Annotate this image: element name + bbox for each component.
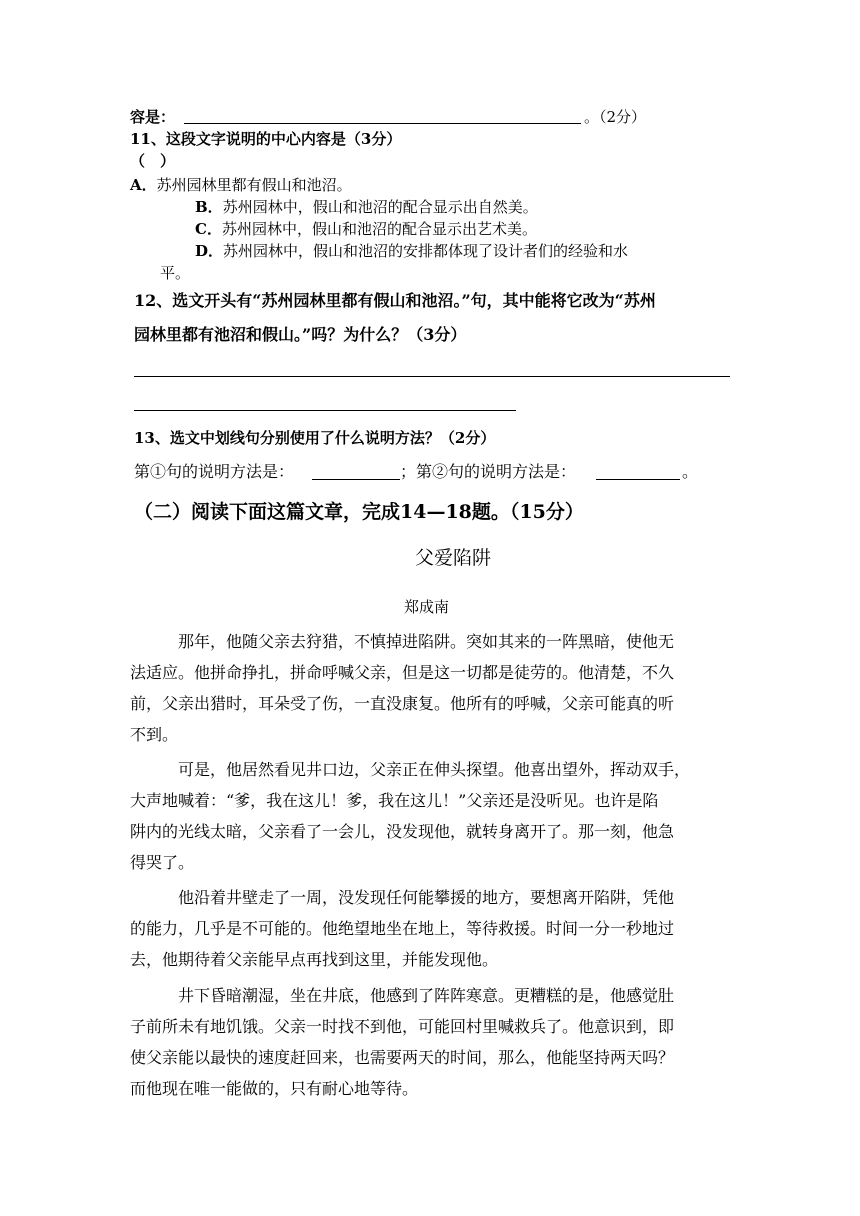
paragraph-line: 子前所未有地饥饿。父亲一时找不到他，可能回村里喊救兵了。他意识到，即 [130, 1017, 675, 1036]
q13-part1-label: 第①句的说明方法是： [134, 462, 295, 481]
q13-blank-2[interactable] [596, 479, 680, 480]
paragraph-line: 可是，他居然看见井口边，父亲正在伸头探望。他喜出望外，挥动双手， [178, 760, 691, 779]
q11-paren[interactable]: （ ） [130, 152, 176, 170]
option-text: 苏州园林中，假山和池沼的配合显示出自然美。 [222, 198, 538, 216]
q13-part2-label: ；第②句的说明方法是： [400, 462, 577, 481]
q12-answer-line-1[interactable] [134, 376, 730, 377]
q11-option-d[interactable] [195, 240, 628, 262]
option-text: 苏州园林中，假山和池沼的配合显示出艺术美。 [221, 220, 537, 238]
q11-option-c[interactable] [195, 218, 537, 240]
q12-stem-line2: 园林里都有池沼和假山。”吗？为什么？（3分） [134, 325, 467, 344]
section-2-heading: （二）阅读下面这篇文章，完成14—18题。（15分） [134, 501, 584, 523]
paragraph-line: 阱内的光线太暗，父亲看了一会儿，没发现他，就转身离开了。那一刻，他急 [130, 822, 675, 841]
article-paragraph-2 [130, 754, 730, 878]
q13-stem: 13、选文中划线句分别使用了什么说明方法？（2分） [134, 429, 496, 447]
q11-option-a[interactable] [130, 174, 352, 196]
paragraph-line: 他沿着井壁走了一周，没发现任何能攀援的地方，要想离开陷阱，凭他 [178, 888, 675, 907]
paragraph-line: 得哭了。 [130, 853, 195, 872]
paragraph-line: 大声地喊着：“爹，我在这儿！爹，我在这儿！”父亲还是没听见。也许是陷 [130, 791, 659, 810]
paragraph-line: 前，父亲出猎时，耳朵受了伤，一直没康复。他所有的呼喊，父亲可能真的听 [130, 694, 675, 713]
q10-blank[interactable] [184, 123, 581, 124]
q12-stem-line1: 12、选文开头有“苏州园林里都有假山和池沼。”句，其中能将它改为“苏州 [134, 291, 656, 310]
q11-option-d-continued: 平。 [160, 264, 191, 282]
q13-end: 。 [682, 462, 699, 481]
article-paragraph-3 [130, 882, 730, 975]
option-label: C． [195, 220, 222, 238]
q10-answer-line [130, 106, 175, 128]
q11-stem: 11、这段文字说明的中心内容是（3分） [130, 130, 402, 148]
paragraph-line: 法适应。他拼命挣扎，拼命呼喊父亲，但是这一切都是徒劳的。他清楚，不久 [130, 663, 675, 682]
paragraph-line: 不到。 [130, 725, 179, 744]
article-paragraph-4 [130, 980, 730, 1104]
paragraph-line: 而他现在唯一能做的，只有耐心地等待。 [130, 1079, 419, 1098]
q12-answer-line-2[interactable] [134, 410, 516, 411]
paragraph-line: 的能力，几乎是不可能的。他绝望地坐在地上，等待救援。时间一分一秒地过 [130, 919, 675, 938]
q10-prefix: 容是： [130, 108, 176, 126]
article-author: 郑成南 [404, 598, 450, 616]
paragraph-line: 去，他期待着父亲能早点再找到这里，并能发现他。 [130, 950, 499, 969]
q10-suffix: 。（2分） [584, 108, 647, 126]
q13-blank-1[interactable] [312, 479, 400, 480]
option-label: B． [195, 198, 223, 216]
option-text: 苏州园林里都有假山和池沼。 [156, 176, 352, 194]
option-label: D． [195, 242, 224, 260]
paragraph-line: 那年，他随父亲去狩猎，不慎掉进陷阱。突如其来的一阵黑暗，使他无 [178, 632, 675, 651]
option-label: A． [130, 176, 157, 194]
paragraph-line: 使父亲能以最快的速度赶回来，也需要两天的时间，那么，他能坚持两天吗？ [130, 1048, 675, 1067]
q11-option-b[interactable] [195, 196, 538, 218]
article-title: 父爱陷阱 [415, 547, 492, 569]
article-paragraph-1 [130, 626, 730, 750]
paragraph-line: 井下昏暗潮湿，坐在井底，他感到了阵阵寒意。更糟糕的是，他感觉肚 [178, 986, 675, 1005]
option-text: 苏州园林中，假山和池沼的安排都体现了设计者们的经验和水 [223, 242, 629, 260]
